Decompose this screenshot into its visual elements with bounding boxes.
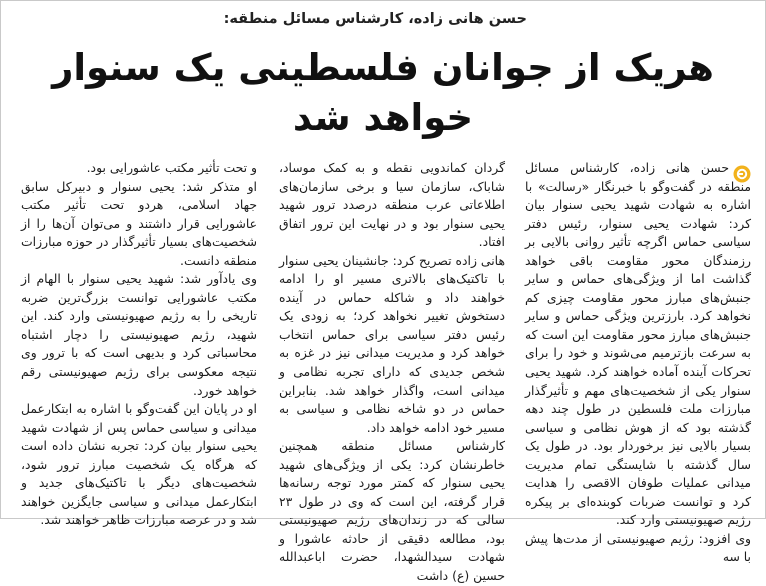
- article-body: [1, 159, 766, 584]
- column-3: [21, 159, 257, 530]
- headline-line-1: هریک از جوانان فلسطینی یک سنوار: [52, 46, 714, 89]
- paragraph: او متذکر شد: یحیی سنوار و دبیرکل سابق جهاد اسلامی، هردو تحت تأثیر مکتب عاشورایی قرار داشتند و می‌توان آن‌ها را از شخصیت‌های بسیار تأثیرگذار در حوزه مبارزات منطقه دانست.: [21, 178, 257, 268]
- article-kicker: حسن هانی زاده، کارشناس مسائل منطقه:: [223, 11, 527, 27]
- paragraph: او در پایان این گفت‌وگو با اشاره به ابتکارعمل میدانی و سیاسی حماس پس از شهادت شهید یحیی سنوار بیان کرد: تجربه نشان داده است که هرگاه یک شخصیت مبارز ترور شود، شخصیت‌های دیگر با تاکتیک‌های جدید و ابتکارعمل میدانی و سیاسی جایگزین خواهند شد و در عرصه مبارزات ظاهر خواهند شد.: [21, 401, 257, 528]
- article-headline: [31, 43, 735, 143]
- paragraph: کارشناس مسائل منطقه همچنین خاطرنشان کرد: یکی از ویژگی‌های شهید یحیی سنوار که کمتر مورد توجه رسانه‌ها قرار گرفته، این است که وی در طول ۲۳ سالی که در زندان‌های رژیم صهیونیستی بود، مطالعه دقیقی از حادثه عاشورا و شهادت سیدالشهدا، حضرت اباعبدالله حسین (ع) داشت: [279, 438, 505, 584]
- paragraph: هانی زاده تصریح کرد: جانشینان یحیی سنوار با تاکتیک‌های بالاتری مسیر او را ادامه خواهند داد و شاکله حماس در آینده دستخوش تغییر نخواهد کرد؛ به زودی یک رئیس دفتر سیاسی برای حماس انتخاب خواهد کرد و مدیریت میدانی نیز در غزه به شخص جدیدی که دارای تجربه نظامی و میدانی است، واگذار خواهد شد. بنابراین حماس در دو شاخه نظامی و سیاسی به مسیر خود ادامه خواهد داد.: [279, 252, 505, 435]
- paragraph: وی افزود: رژیم صهیونیستی از مدت‌ها پیش با سه: [525, 530, 751, 565]
- paragraph: گردان کماندویی نقطه و به کمک موساد، شاباک، سازمان سیا و برخی سازمان‌های اطلاعاتی عرب منطقه درصدد ترور شهید یحیی سنوار بود و در نهایت این ترور اتفاق افتاد.: [279, 160, 505, 250]
- paragraph: وی یادآور شد: شهید یحیی سنوار با الهام از مکتب عاشورایی توانست بزرگ‌ترین ضربه تاریخی را به رژیم صهیونیستی وارد کند. این شهید، رژیم صهیونیستی را دچار اشتباه محاسباتی کرد و بدیهی است که با ترور وی نتیجه معکوسی برای رژیم صهیونیستی رقم خواهد خورد.: [21, 271, 257, 398]
- paragraph: و تحت تأثیر مکتب عاشورایی بود.: [86, 160, 257, 175]
- headline-line-2: خواهد شد: [292, 96, 474, 139]
- paragraph: حسن هانی زاده، کارشناس مسائل منطقه در گفت‌وگو با خبرنگار «رسالت» با اشاره به شهادت شهید یحیی سنوار بیان کرد: شهادت یحیی سنوار، رئیس دفتر سیاسی حماس اگرچه تأثیر روانی بالایی بر رزمندگان محور مقاومت باقی خواهد گذاشت اما از ویژگی‌های حماس و سایر جنبش‌های مبارز محور مقاومت چیزی کم نخواهد کرد. بارزترین ویژگی حماس و سایر جنبش‌های مبارز محور مقاومت این است که به سرعت بازترمیم می‌شوند و خود را برای تحرکات آینده آماده خواهند کرد. شهید یحیی سنوار یکی از شخصیت‌های مهم و تأثیرگذار مبارزات ملت فلسطین در طول چند دهه گذشته بود که از هوش نظامی و سیاسی بسیار بالایی نیز برخوردار بود. در طول یک سال گذشته با شایستگی تمام مدیریت میدانی عملیات طوفان الاقصی را هدایت کرد و توانست ضربات کوبنده‌ای بر پیکره رژیم صهیونیستی وارد کند.: [525, 160, 751, 528]
- column-1: [525, 159, 751, 567]
- column-2: [279, 159, 505, 586]
